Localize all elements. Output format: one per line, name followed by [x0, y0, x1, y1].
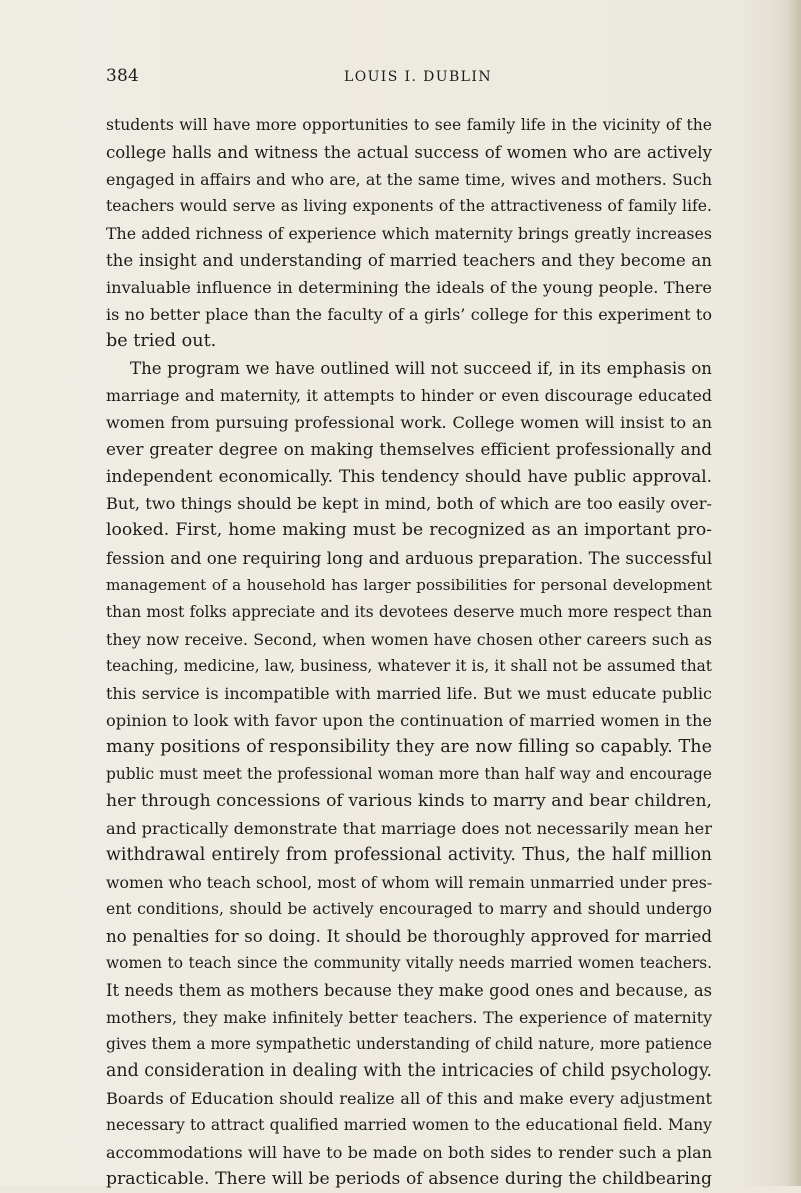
text-line: public must meet the professional woman more than half way and encourage — [106, 764, 712, 783]
text-line: It needs them as mothers because they make good ones and because, as — [106, 981, 712, 1000]
text-line: withdrawal entirely from professional activity. Thus, the half million — [106, 844, 712, 865]
running-head-title: LOUIS I. DUBLIN — [344, 69, 492, 85]
text-line: many positions of responsibility they are now filling so capably. The — [106, 736, 712, 757]
text-line: The added richness of experience which maternity brings greatly increases — [106, 224, 712, 244]
text-line: accommodations will have to be made on both sides to render such a plan — [106, 1143, 712, 1163]
page-edge-shadow — [787, 0, 801, 1186]
text-line: But, two things should be kept in mind, both of which are too easily over- — [106, 494, 712, 514]
text-line: mothers, they make infinitely better teachers. The experience of maternity — [106, 1008, 712, 1028]
text-line: engaged in affairs and who are, at the same time, wives and mothers. Such — [106, 170, 712, 190]
text-line: marriage and maternity, it attempts to hinder or even discourage educated — [106, 386, 712, 406]
text-line: Boards of Education should realize all of this and make every adjustment — [106, 1089, 712, 1109]
text-line: and practically demonstrate that marriage does not necessarily mean her — [106, 818, 712, 838]
text-line: looked. First, home making must be recognized as an important pro- — [106, 520, 712, 541]
text-line: than most folks appreciate and its devotees deserve much more respect than — [106, 602, 712, 621]
text-line: college halls and witness the actual success of women who are actively — [106, 143, 712, 163]
text-line: management of a household has larger possibilities for personal development — [106, 575, 712, 594]
running-head — [106, 66, 712, 90]
text-line: women from pursuing professional work. College women will insist to an — [106, 413, 712, 433]
text-line: ever greater degree on making themselves efficient professionally and — [106, 439, 712, 460]
text-line: teachers would serve as living exponents of the attractiveness of family life. — [106, 197, 712, 216]
text-line: gives them a more sympathetic understanding of child nature, more patience — [106, 1035, 712, 1054]
text-line: teaching, medicine, law, business, whatever it is, it shall not be assumed that — [106, 656, 712, 675]
text-line: no penalties for so doing. It should be thoroughly approved for married — [106, 926, 712, 946]
text-line: opinion to look with favor upon the continuation of married women in the — [106, 710, 712, 730]
paragraph-end-line: be tried out. — [106, 331, 217, 352]
text-line: and consideration in dealing with the intricacies of child psychology. — [106, 1061, 712, 1082]
text-line: invaluable influence in determining the ideals of the young people. There — [106, 278, 712, 298]
text-line: women who teach school, most of whom will remain unmarried under pres- — [106, 872, 713, 892]
page-number: 384 — [106, 66, 140, 86]
text-line: ent conditions, should be actively encouraged to marry and should undergo — [106, 899, 712, 918]
text-line: the insight and understanding of married teachers and they become an — [106, 251, 712, 271]
text-line: her through concessions of various kinds to marry and bear children, — [106, 790, 712, 811]
text-line: women to teach since the community vitally needs married women teachers. — [106, 953, 712, 972]
text-line: they now receive. Second, when women have chosen other careers such as — [106, 629, 712, 649]
body-text — [106, 112, 712, 1193]
text-line: this service is incompatible with married life. But we must educate public — [106, 683, 712, 703]
text-line: fession and one requiring long and arduous preparation. The successful — [106, 548, 713, 568]
text-line: is no better place than the faculty of a girls’ college for this experiment to — [106, 305, 712, 325]
text-line: necessary to attract qualified married women to the educational field. Many — [106, 1116, 712, 1135]
text-line: students will have more opportunities to see family life in the vicinity of the — [106, 116, 712, 134]
text-line: practicable. There will be periods of absence during the childbearing — [106, 1169, 712, 1190]
paragraph-first-line: The program we have outlined will not succeed if, in its emphasis on — [130, 359, 712, 379]
text-line: independent economically. This tendency should have public approval. — [106, 466, 712, 487]
